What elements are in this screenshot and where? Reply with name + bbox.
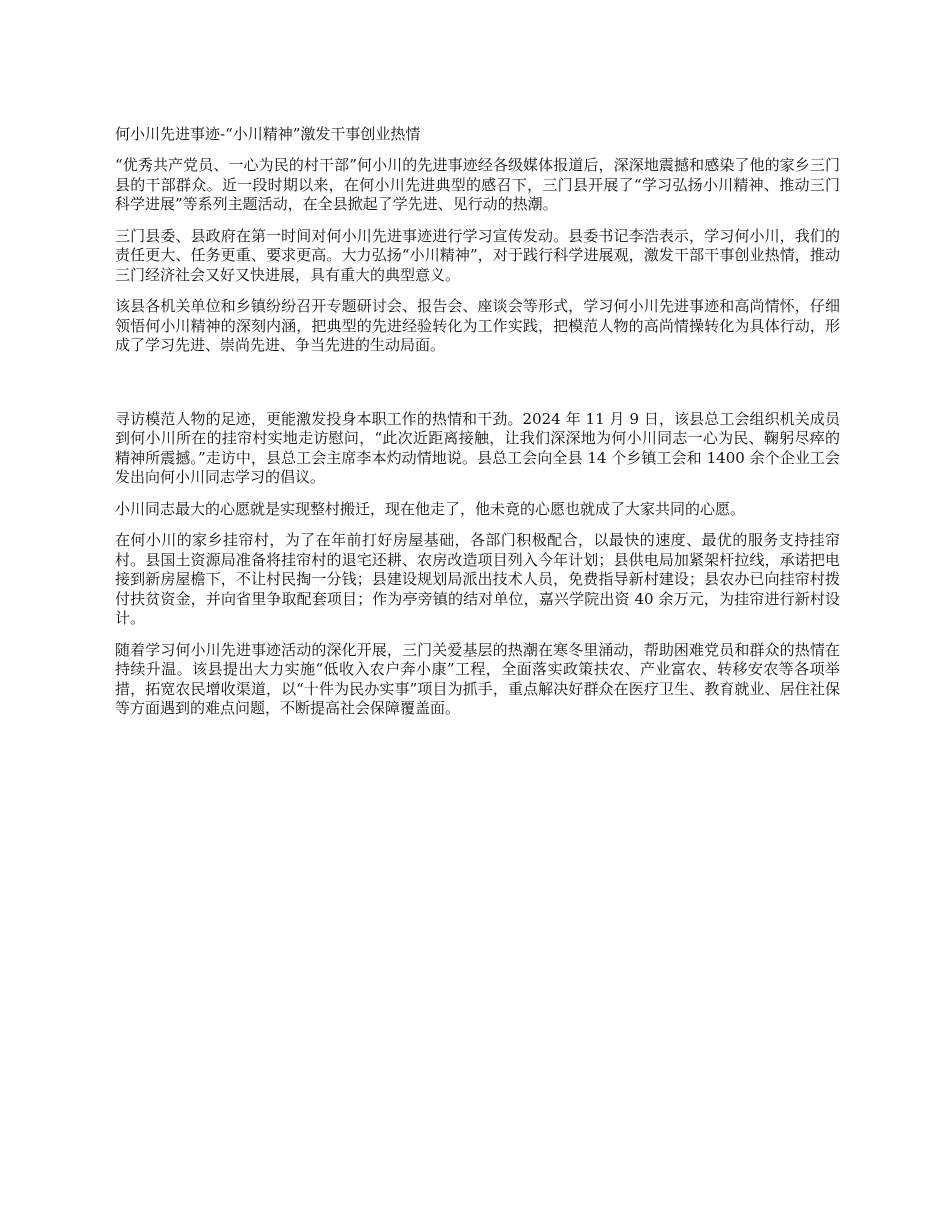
section-gap: [115, 368, 840, 410]
paragraph-5: 小川同志最大的心愿就是实现整村搬迁，现在他走了，他未竟的心愿也就成了大家共同的心愿。: [115, 499, 746, 518]
paragraph-1: “优秀共产党员、一心为民的村干部”何小川的先进事迹经各级媒体报道后，深深地震撼和感染了他的家乡三门县的干部群众。近一段时期以来，在何小川先进典型的感召下，三门县开展了“学习弘扬小川精神、推动三门科学进展”等系列主题活动，在全县掀起了学先进、见行动的热潮。: [115, 156, 840, 213]
paragraph-2: 三门县委、县政府在第一时间对何小川先进事迹进行学习宣传发动。县委书记李浩表示，学习何小川，我们的责任更大、任务更重、要求更高。大力弘扬“小川精神”，对于践行科学进展观，激发干部干事创业热情，推动三门经济社会又好又快进展，具有重大的典型意义。: [115, 226, 840, 284]
paragraph-3: 该县各机关单位和乡镇纷纷召开专题研讨会、报告会、座谈会等形式，学习何小川先进事迹和高尚情怀，仔细领悟何小川精神的深刻内涵，把典型的先进经验转化为工作实践，把模范人物的高尚情操转化为具体行动，形成了学习先进、崇尚先进、争当先进的生动局面。: [115, 297, 840, 354]
paragraph-7: 随着学习何小川先进事迹活动的深化开展，三门关爱基层的热潮在寒冬里涌动，帮助困难党员和群众的热情在持续升温。该县提出大力实施“低收入农户奔小康”工程，全面落实政策扶农、产业富农、转移安农等各项举措，拓宽农民增收渠道，以“十件为民办实事”项目为抓手，重点解决好群众在医疗卫生、教育就业、居住社保等方面遇到的难点问题，不断提高社会保障覆盖面。: [115, 640, 840, 717]
document-title: 何小川先进事迹-“小川精神”激发干事创业热情: [115, 125, 421, 143]
paragraph-4: 寻访模范人物的足迹，更能激发投身本职工作的热情和干劲。2024 年 11 月 9 日，该县总工会组织机关成员到何小川所在的挂帘村实地走访慰问，“此次近距离接触，让我们深深地为何小川同志一心为民、鞠躬尽瘁的精神所震撼。”走访中，县总工会主席李本灼动情地说。县总工会向全县 14 个乡镇工会和 1400 余个企业工会发出向何小川同志学习的倡议。: [115, 409, 840, 486]
paragraph-6: 在何小川的家乡挂帘村，为了在年前打好房屋基础，各部门积极配合，以最快的速度、最优的服务支持挂帘村。县国土资源局准备将挂帘村的退宅还耕、农房改造项目列入今年计划；县供电局加紧架杆拉线，承诺把电接到新房屋檐下，不让村民掏一分钱；县建设规划局派出技术人员，免费指导新村建设；县农办已向挂帘村拨付扶贫资金，并向省里争取配套项目；作为亭旁镇的结对单位，嘉兴学院出资 40 余万元，为挂帘进行新村设计。: [115, 531, 840, 627]
document-page: [115, 124, 840, 731]
